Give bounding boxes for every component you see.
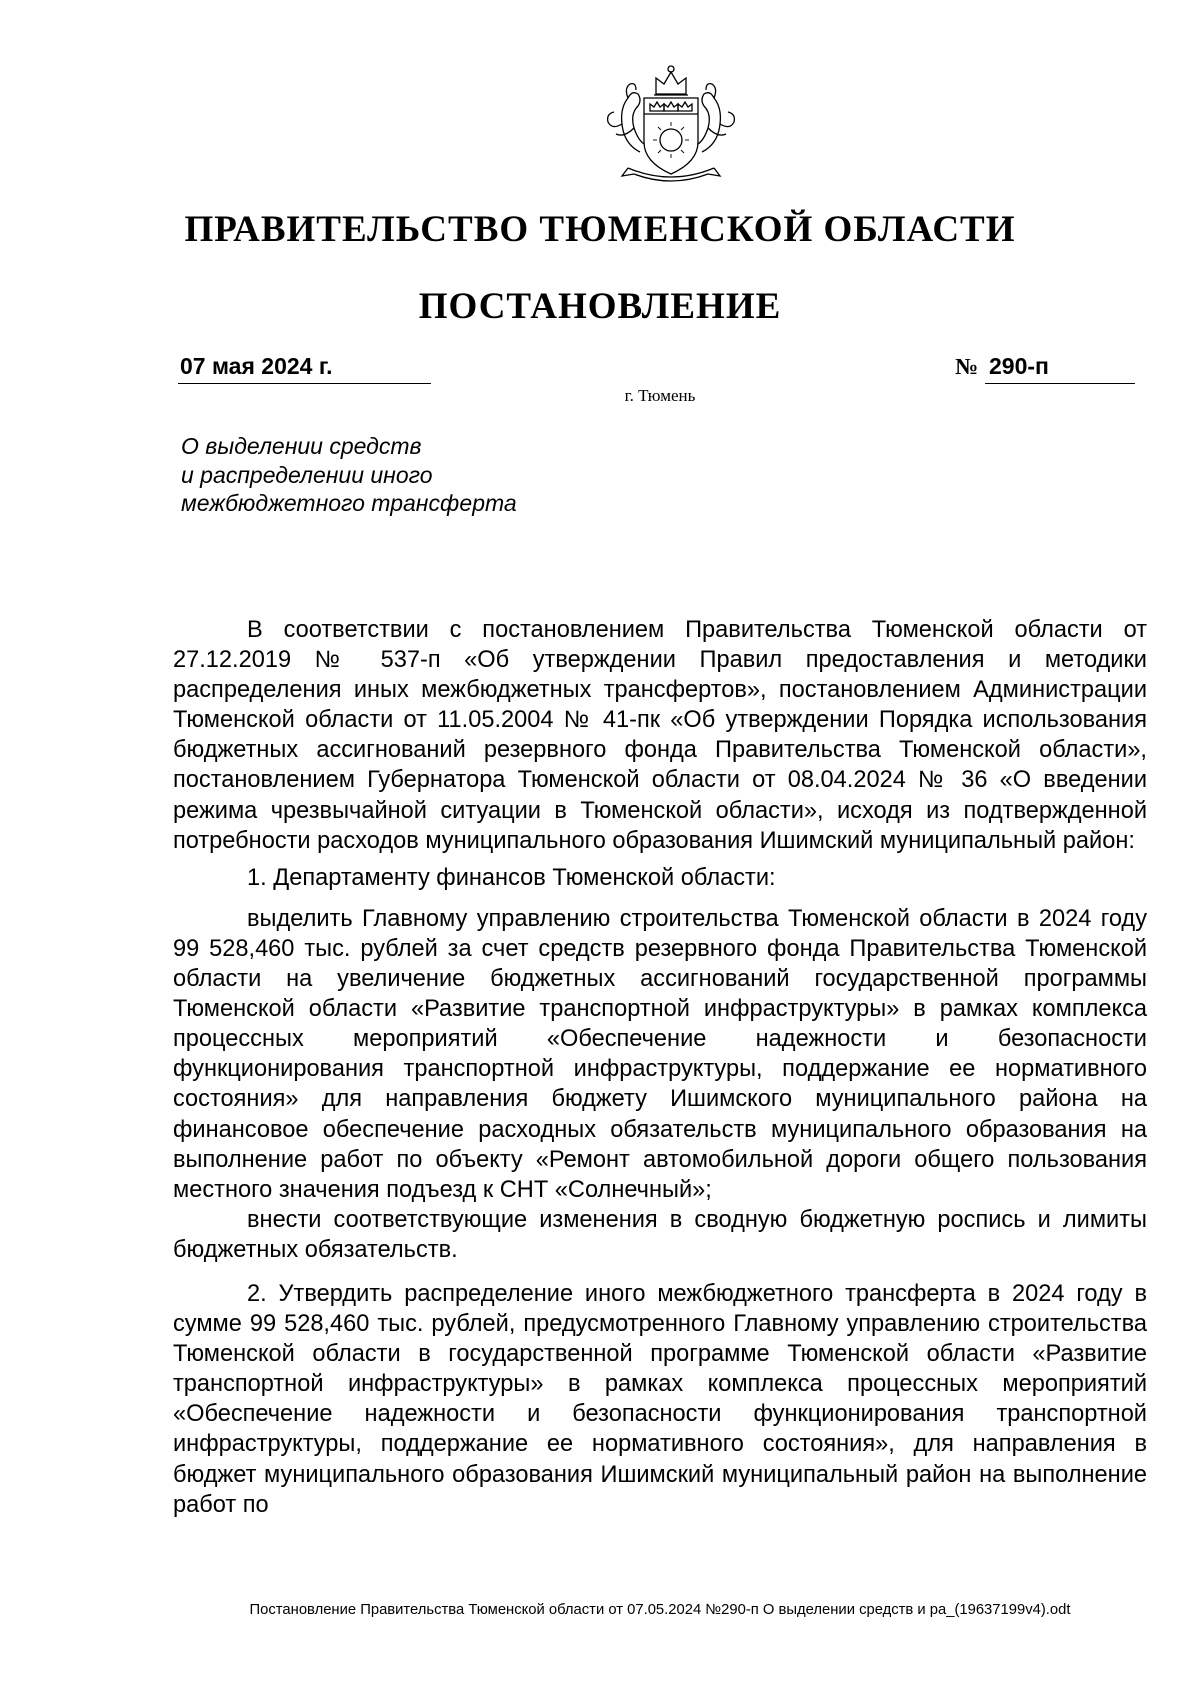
document-number: 290-п [989,353,1049,379]
document-subject [181,432,701,518]
item-2-paragraph: 2. Утвердить распределение иного межбюджетного трансферта в 2024 году в сумме 99 528,460 тыс. рублей, предусмотренного Главному управлению строительства Тюменской области в государственной программе Тюменской области «Развитие транспортной инфраструктуры» в рамках комплекса процессных мероприятий «Обеспечение надежности и безопасности функционирования транспортной инфраструктуры, поддержание ее нормативного состояния», для направления в бюджет муниципального образования Ишимский муниципальный район на выполнение работ по [173,1280,1147,1518]
organization-title: ПРАВИТЕЛЬСТВО ТЮМЕНСКОЙ ОБЛАСТИ [184,209,1016,250]
document-body [173,615,1147,1520]
document-date-field [178,353,431,384]
preamble-paragraph: В соответствии с постановлением Правительства Тюменской области от 27.12.2019 № 537-п «Об утверждении Правил предоставления и методики распределения иных межбюджетных трансфертов», постановлением Администрации Тюменской области от 11.05.2004 № 41-пк «Об утверждении Порядка использования бюджетных ассигнований резервного фонда Правительства Тюменской области», постановлением Губернатора Тюменской области от 08.04.2024 № 36 «О введении режима чрезвычайной ситуации в Тюменской области», исходя из подтвержденной потребности расходов муниципального образования Ишимский муниципальный район: [173,617,1147,854]
page-footer: Постановление Правительства Тюменской области от 07.05.2024 №290-п О выделении средств и ра_(19637199v4).odt [249,1602,1071,1618]
number-sign: № [955,354,979,379]
coat-of-arms-icon [594,64,748,188]
document-date: 07 мая 2024 г. [180,353,333,379]
city-name: г. Тюмень [624,386,696,405]
subject-line: межбюджетного трансферта [181,490,517,516]
document-number-field [955,353,1135,383]
document-type: ПОСТАНОВЛЕНИЕ [418,286,782,327]
subject-line: О выделении средств [181,433,422,459]
item-1-title: 1. Департаменту финансов Тюменской области: [247,864,776,891]
subject-line: и распределении иного [181,461,433,488]
item-1-amend-paragraph: внести соответствующие изменения в сводную бюджетную роспись и лимиты бюджетных обязательств. [173,1206,1147,1263]
document-number-line [985,353,1135,384]
item-1-allocate-paragraph: выделить Главному управлению строительства Тюменской области в 2024 году 99 528,460 тыс. рублей за счет средств резервного фонда Правительства Тюменской области на увеличение бюджетных ассигнований государственной программы Тюменской области «Развитие транспортной инфраструктуры» в рамках комплекса процессных мероприятий «Обеспечение надежности и безопасности функционирования транспортной инфраструктуры, поддержание ее нормативного состояния» для направления бюджету Ишимского муниципального района на финансовое обеспечение расходных обязательств муниципального образования на выполнение работ по объекту «Ремонт автомобильной дороги общего пользования местного значения подъезд к СНТ «Солнечный»; [173,905,1147,1203]
